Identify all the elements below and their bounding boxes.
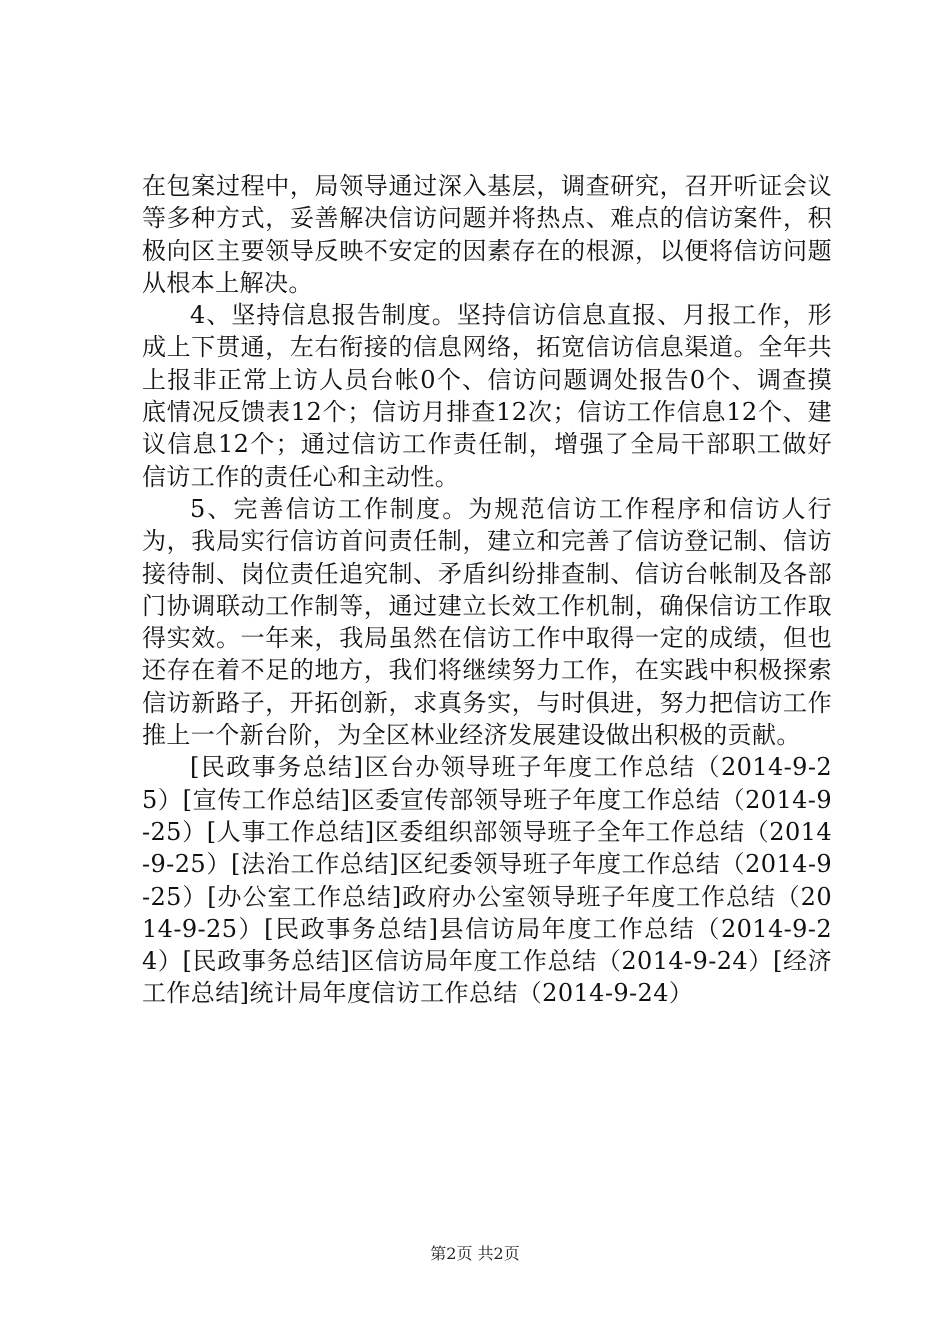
paragraph-continuation: 在包案过程中，局领导通过深入基层，调查研究，召开听证会议等多种方式，妥善解决信访问题并将热点、难点的信访案件，积极向区主要领导反映不安定的因素存在的根源，以便将信访问题从根本上解决。 [142, 172, 832, 297]
document-body [142, 170, 832, 1010]
paragraph-info-reporting: 4、坚持信息报告制度。坚持信访信息直报、月报工作，形成上下贯通，左右衔接的信息网络，拓宽信访信息渠道。全年共上报非正常上访人员台帐0个、信访问题调处报告0个、调查摸底情况反馈表12个；信访月排查12次；信访工作信息12个、建议信息12个；通过信访工作责任制，增强了全局干部职工做好信访工作的责任心和主动性。 [142, 301, 832, 491]
page-footer [0, 1244, 950, 1264]
paragraph-petition-system: 5、完善信访工作制度。为规范信访工作程序和信访人行为，我局实行信访首问责任制，建立和完善了信访登记制、信访接待制、岗位责任追究制、矛盾纠纷排查制、信访台帐制及各部门协调联动工作制等，通过建立长效工作机制，确保信访工作取得实效。一年来，我局虽然在信访工作中取得一定的成绩，但也还存在着不足的地方，我们将继续努力工作，在实践中积极探索信访新路子，开拓创新，求真务实，与时俱进，努力把信访工作推上一个新台阶，为全区林业经济发展建设做出积极的贡献。 [142, 494, 832, 750]
paragraph-related-links: [民政事务总结]区台办领导班子年度工作总结（2014-9-25）[宣传工作总结]区委宣传部领导班子年度工作总结（2014-9-25）[人事工作总结]区委组织部领导班子全年工作总结（2014-9-25）[法治工作总结]区纪委领导班子年度工作总结（2014-9-25）[办公室工作总结]政府办公室领导班子年度工作总结（2014-9-25）[民政事务总结]县信访局年度工作总结（2014-9-24）[民政事务总结]区信访局年度工作总结（2014-9-24）[经济工作总结]统计局年度信访工作总结（2014-9-24） [142, 753, 832, 1008]
page-number-label: 第2页 共2页 [430, 1244, 520, 1263]
